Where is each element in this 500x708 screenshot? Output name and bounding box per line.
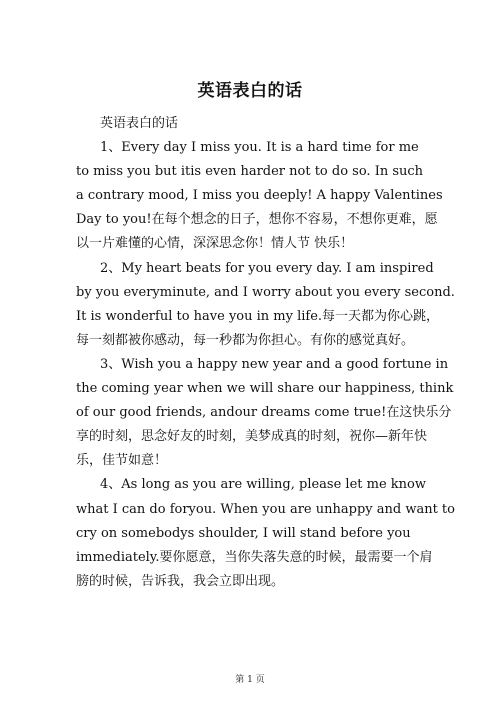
paragraph-4-line-4: immediately.要你愿意，当你失落失意的时候，最需要一个肩 [76, 549, 433, 565]
paragraph-1-line-2: to miss you but itis even harder not to do so. In such [76, 164, 424, 180]
paragraph-3-line-3: of our good friends, andour dreams come true!在这快乐分 [76, 405, 452, 421]
paragraph-1-line-5: 以一片难懂的心情，深深思念你！情人节 快乐！ [76, 236, 354, 252]
paragraph-3-line-5: 乐，佳节如意！ [76, 453, 168, 469]
paragraph-1-line-1: 1、Every day I miss you. It is a hard time for me [100, 140, 419, 156]
page-number: 第 1 页 [235, 675, 265, 685]
paragraph-2-line-4: 每一刻都被你感动，每一秒都为你担心。有你的感觉真好。 [76, 332, 415, 348]
paragraph-4-line-1: 4、As long as you are willing, please let me know [100, 477, 426, 493]
document-body [76, 112, 455, 594]
paragraph-4-line-5: 膀的时候，告诉我，我会立即出现。 [76, 573, 285, 589]
paragraph-1-line-4: Day to you!在每个想念的日子，想你不容易，不想你更难，愿 [76, 212, 438, 228]
page-title: 英语表白的话 [197, 81, 303, 101]
paragraph-3-line-2: the coming year when we will share our happiness, think [76, 381, 454, 397]
paragraph-1-line-3: a contrary mood, I miss you deeply! A happy Valentines [76, 188, 443, 204]
paragraph-3-line-4: 享的时刻，思念好友的时刻，美梦成真的时刻，祝你—新年快 [76, 429, 428, 445]
paragraph-4-line-2: what I can do foryou. When you are unhappy and want to [76, 501, 455, 517]
paragraph-2-line-2: by you everyminute, and I worry about you every second. [76, 284, 455, 300]
paragraph-4-line-3: cry on somebodys shoulder, I will stand before you [76, 525, 411, 541]
paragraph-3-line-1: 3、Wish you a happy new year and a good fortune in [100, 356, 449, 372]
paragraph-2-line-3: It is wonderful to have you in my life.每一天都为你心跳， [76, 308, 440, 324]
subtitle-line: 英语表白的话 [100, 116, 179, 131]
paragraph-2-line-1: 2、My heart beats for you every day. I am inspired [100, 260, 434, 276]
